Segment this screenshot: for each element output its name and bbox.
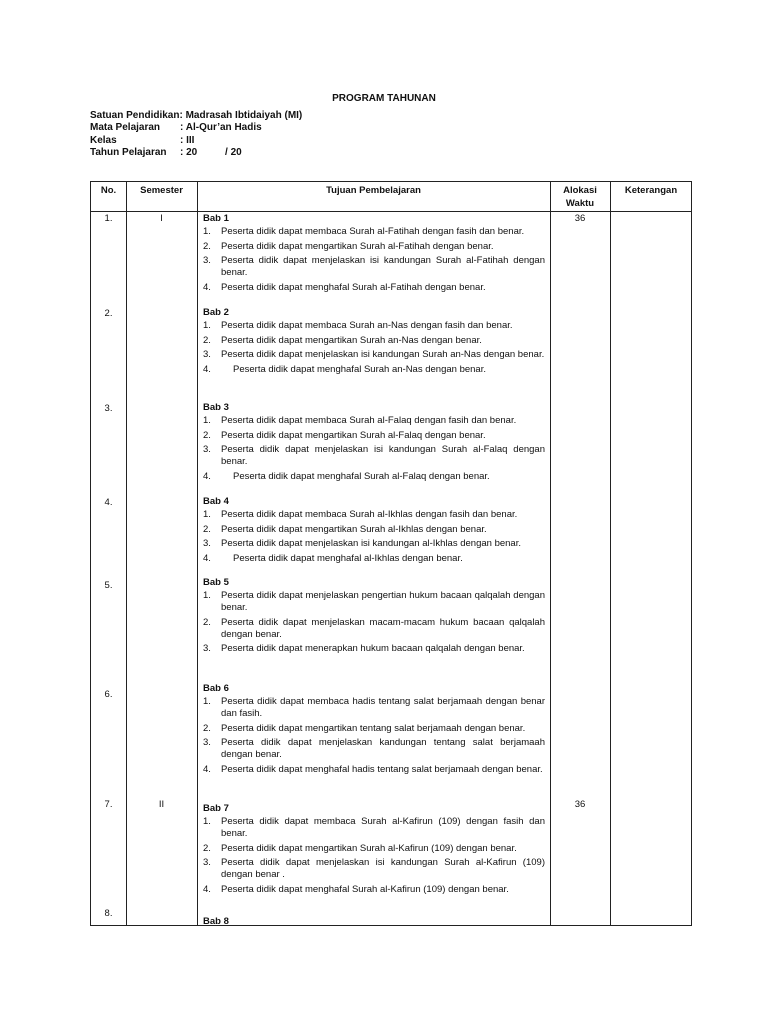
- item-text: Peserta didik dapat menjelaskan isi kandungan Surah an-Nas dengan benar.: [221, 349, 545, 361]
- item-text: Peserta didik dapat membaca Surah al-Fatihah dengan fasih dan benar.: [221, 226, 525, 237]
- item-number: 2.: [203, 429, 211, 441]
- item-text: Peserta didik dapat mengartikan Surah al-Falaq dengan benar.: [221, 429, 486, 441]
- item-text: Peserta didik dapat membaca Surah al-Kafirun (109) dengan fasih dan benar.: [221, 816, 545, 839]
- list-item: [203, 643, 545, 655]
- item-text: Peserta didik dapat menghafal Surah al-Kafirun (109) dengan benar.: [221, 883, 509, 895]
- item-text: Peserta didik dapat menjelaskan isi kandungan al-Ikhlas dengan benar.: [221, 538, 521, 550]
- item-number: 3.: [203, 255, 211, 267]
- list-item: [203, 349, 545, 361]
- list-item: [203, 524, 545, 536]
- item-text: Peserta didik dapat menghafal Surah an-Nas dengan benar.: [233, 363, 486, 375]
- item-number: 4.: [203, 363, 211, 375]
- row-number: 3.: [104, 403, 113, 414]
- item-number: 1.: [203, 696, 211, 707]
- row-tujuan: [203, 682, 545, 778]
- row-alokasi: 36: [574, 213, 586, 224]
- meta-label: Tahun Pelajaran: [90, 147, 167, 159]
- list-item: [203, 843, 545, 855]
- item-text: Peserta didik dapat menghafal Surah al-Falaq dengan benar.: [233, 470, 490, 482]
- header-alokasi-line2: Waktu: [565, 198, 595, 209]
- list-item: [203, 617, 545, 641]
- item-number: 4.: [203, 470, 211, 482]
- bab-title: Bab 2: [203, 307, 229, 318]
- list-item: [203, 723, 545, 735]
- item-number: 3.: [203, 349, 211, 361]
- row-semester: I: [160, 213, 163, 224]
- row-number: 5.: [104, 580, 113, 591]
- item-text: Peserta didik dapat menjelaskan pengertian hukum bacaan qalqalah dengan benar.: [221, 590, 545, 613]
- list-item: [203, 255, 545, 279]
- column-divider: [197, 182, 198, 925]
- list-item: [203, 590, 545, 614]
- item-number: 4.: [203, 763, 211, 775]
- list-item: [203, 816, 545, 840]
- list-item: [203, 430, 545, 442]
- row-tujuan: [203, 576, 545, 658]
- item-text: Peserta didik dapat membaca Surah al-Ikhlas dengan fasih dan benar.: [221, 509, 518, 520]
- list-item: [203, 320, 545, 332]
- list-item: [203, 737, 545, 761]
- row-tujuan: [203, 212, 545, 296]
- item-number: 2.: [203, 334, 211, 346]
- meta-row-tahun: [90, 147, 302, 159]
- item-text: Peserta didik dapat membaca Surah an-Nas dengan fasih dan benar.: [221, 320, 513, 331]
- item-number: 1.: [203, 816, 211, 827]
- item-number: 3.: [203, 444, 211, 456]
- bab-title: Bab 4: [203, 496, 229, 507]
- header-semester: Semester: [140, 185, 183, 196]
- meta-label: Kelas: [90, 134, 117, 146]
- row-tujuan: [203, 306, 545, 378]
- row-semester: II: [158, 799, 165, 810]
- item-number: 4.: [203, 552, 211, 564]
- row-number: 4.: [104, 497, 113, 508]
- row-tujuan: [203, 915, 545, 929]
- column-divider: [610, 182, 611, 925]
- row-number: 7.: [104, 799, 113, 810]
- item-text: Peserta didik dapat mengartikan Surah an-Nas dengan benar.: [221, 334, 482, 346]
- list-item: [203, 857, 545, 881]
- row-number: 6.: [104, 689, 113, 700]
- column-divider: [126, 182, 127, 925]
- list-item: [203, 696, 545, 720]
- header-tujuan: Tujuan Pembelajaran: [326, 185, 421, 196]
- item-number: 1.: [203, 226, 211, 237]
- item-text: Peserta didik dapat menjelaskan macam-macam hukum bacaan qalqalah dengan benar.: [221, 616, 545, 640]
- bab-title: Bab 5: [203, 577, 229, 588]
- meta-value: : Al-Qur’an Hadis: [180, 122, 262, 134]
- item-number: 2.: [203, 616, 211, 628]
- item-text: Peserta didik dapat menjelaskan isi kandungan Surah al-Kafirun (109) dengan benar .: [221, 857, 545, 881]
- item-number: 2.: [203, 240, 211, 252]
- meta-label: Mata Pelajaran: [90, 122, 161, 134]
- list-item: [203, 764, 545, 776]
- row-tujuan: [203, 401, 545, 485]
- item-number: 2.: [203, 523, 211, 535]
- bab-title: Bab 3: [203, 402, 229, 413]
- bab-title: Bab 1: [203, 213, 229, 224]
- header-alokasi: [550, 184, 610, 210]
- row-tujuan: [203, 802, 545, 898]
- header-alokasi-line1: Alokasi: [563, 185, 597, 196]
- item-number: 2.: [203, 722, 211, 734]
- list-item: [203, 241, 545, 253]
- row-number: 2.: [104, 308, 113, 319]
- item-text: Peserta didik dapat menghafal Surah al-Fatihah dengan benar.: [221, 281, 486, 293]
- item-number: 3.: [203, 643, 211, 655]
- item-number: 3.: [203, 737, 211, 749]
- list-item: [203, 884, 545, 896]
- list-item: [203, 415, 545, 427]
- header-keterangan: Keterangan: [624, 185, 678, 196]
- column-divider: [550, 182, 551, 925]
- document-meta: [90, 110, 302, 160]
- item-number: 2.: [203, 842, 211, 854]
- list-item: [203, 538, 545, 550]
- list-item: [203, 364, 545, 376]
- bab-title: Bab 8: [203, 916, 229, 927]
- page-title: PROGRAM TAHUNAN: [332, 93, 436, 104]
- item-number: 1.: [203, 590, 211, 601]
- meta-value: : Madrasah Ibtidaiyah (MI): [179, 110, 303, 121]
- list-item: [203, 444, 545, 468]
- item-number: 3.: [203, 857, 211, 869]
- item-number: 1.: [203, 415, 211, 426]
- program-table: [90, 181, 692, 926]
- list-item: [203, 282, 545, 294]
- item-text: Peserta didik dapat menghafal al-Ikhlas dengan benar.: [233, 552, 463, 564]
- list-item: [203, 335, 545, 347]
- item-number: 4.: [203, 281, 211, 293]
- header-no: No.: [100, 185, 117, 196]
- meta-row-kelas: [90, 135, 302, 147]
- item-text: Peserta didik dapat menjelaskan isi kandungan Surah al-Falaq dengan benar.: [221, 444, 545, 468]
- bab-title: Bab 6: [203, 683, 229, 694]
- item-number: 1.: [203, 509, 211, 520]
- item-text: Peserta didik dapat menjelaskan kandungan tentang salat berjamaah dengan benar.: [221, 737, 545, 761]
- row-number: 1.: [104, 213, 113, 224]
- item-text: Peserta didik dapat membaca Surah al-Falaq dengan fasih dan benar.: [221, 415, 517, 426]
- row-number: 8.: [104, 908, 113, 919]
- item-text: Peserta didik dapat mengartikan tentang salat berjamaah dengan benar.: [221, 722, 526, 734]
- row-alokasi: 36: [574, 799, 586, 810]
- item-text: Peserta didik dapat membaca hadis tentang salat berjamaah dengan benar dan fasih.: [221, 696, 545, 719]
- item-text: Peserta didik dapat menerapkan hukum bacaan qalqalah dengan benar.: [221, 643, 525, 655]
- meta-value: : 20 / 20: [180, 147, 242, 159]
- meta-row-mapel: [90, 122, 302, 134]
- bab-title: Bab 7: [203, 803, 229, 814]
- item-text: Peserta didik dapat mengartikan Surah al-Ikhlas dengan benar.: [221, 523, 487, 535]
- item-text: Peserta didik dapat menghafal hadis tentang salat berjamaah dengan benar.: [221, 763, 543, 775]
- item-number: 4.: [203, 883, 211, 895]
- item-number: 3.: [203, 538, 211, 550]
- item-text: Peserta didik dapat menjelaskan isi kandungan Surah al-Fatihah dengan benar.: [221, 255, 545, 279]
- list-item: [203, 509, 545, 521]
- meta-value: : III: [180, 134, 195, 146]
- row-tujuan: [203, 495, 545, 567]
- item-number: 1.: [203, 320, 211, 331]
- list-item: [203, 471, 545, 483]
- meta-label: Satuan Pendidikan: [90, 110, 180, 121]
- list-item: [203, 226, 545, 238]
- item-text: Peserta didik dapat mengartikan Surah al-Kafirun (109) dengan benar.: [221, 842, 517, 854]
- item-text: Peserta didik dapat mengartikan Surah al-Fatihah dengan benar.: [221, 240, 494, 252]
- list-item: [203, 553, 545, 565]
- meta-row-satuan: [90, 110, 302, 122]
